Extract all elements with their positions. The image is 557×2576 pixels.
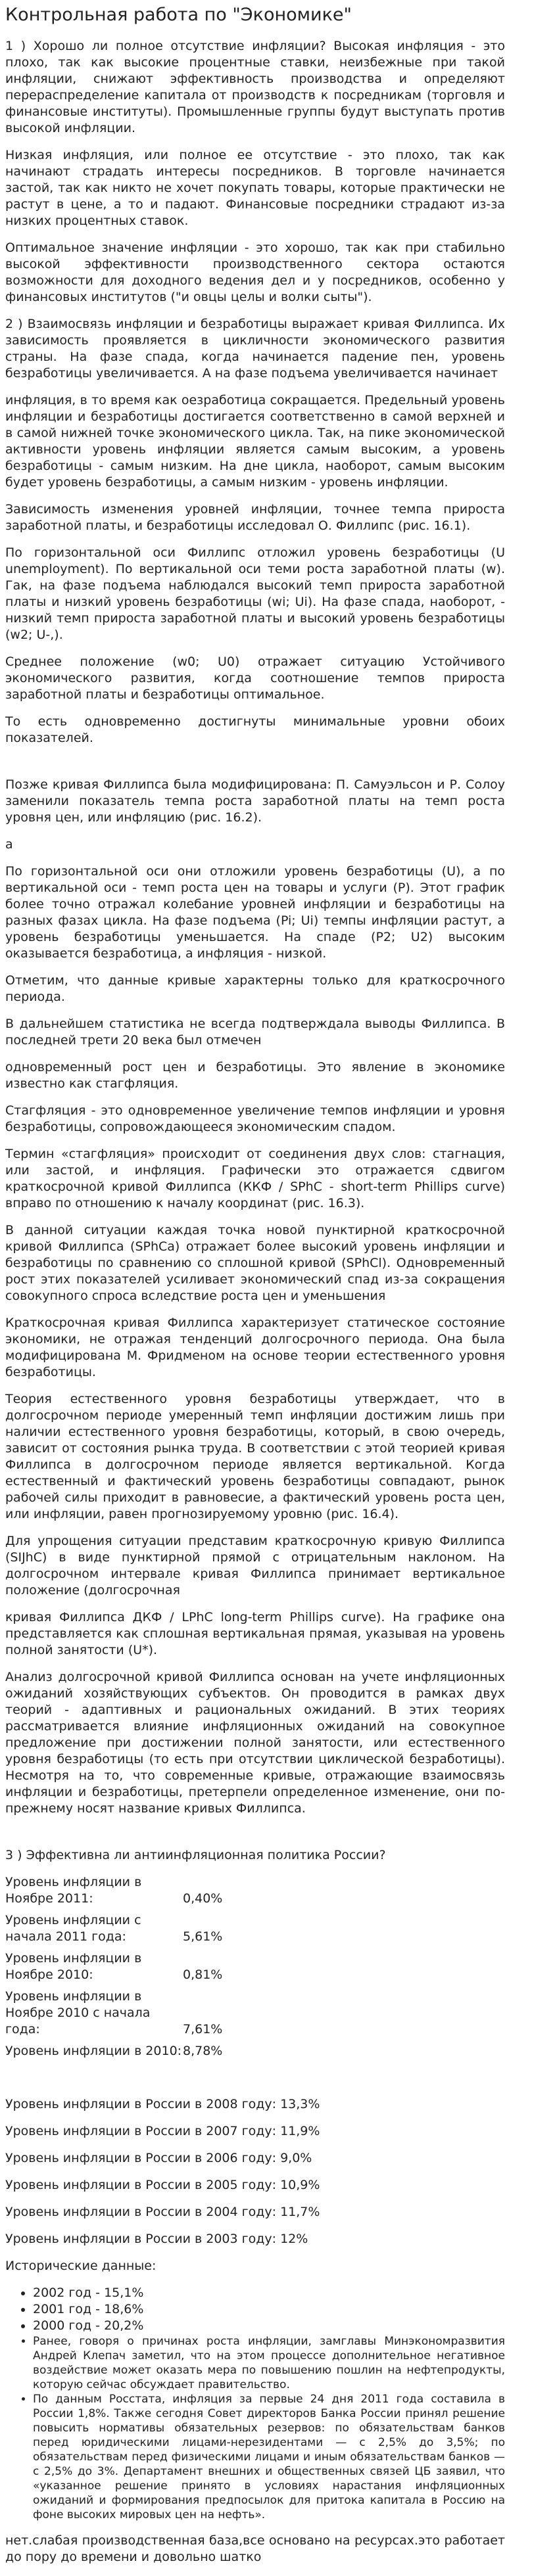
yearly-inflation-line: Уровень инфляции в России в 2004 году: 11,7% xyxy=(5,2205,320,2219)
yearly-inflation-line: Уровень инфляции в России в 2008 году: 13,3% xyxy=(5,2097,320,2111)
q2-paragraph-5: Среднее положение (w0; U0) отражает ситуацию Устойчивого экономического развития, когда соотношение темпов прироста заработной платы и безработицы оптимальное. xyxy=(5,655,505,702)
q2-paragraph-7: Позже кривая Филлипса была модифицирована: П. Самуэльсон и Р. Солоу заменили показатель темпа роста заработной платы на темп роста уровня цен, или инфляцию (рис. 16.2). xyxy=(5,777,505,825)
q1-paragraph-3: Оптимальное значение инфляции - это хорошо, так как при стабильно высокой эффективности производственного сектора остаются возможности для доходного ведения дел и у посредников, особенно у финансовых институтов ("и овцы целы и волки сыты"). xyxy=(5,241,505,304)
rate-label: Уровень инфляции в Ноябре 2010: xyxy=(5,1951,142,1982)
inflation-rate-row xyxy=(5,1874,505,1907)
q2-paragraph-15: В данной ситуации каждая точка новой пунктирной краткосрочной кривой Филлипса (SPhCa) отражает более высокий уровень инфляции и безработицы по сравнению со сплошной кривой (SPhCl). Одновременный рост этих показателей усиливает экономический спад из-за сокращения совокупного спроса вследствие роста цен и уменьшения xyxy=(5,1223,505,1303)
q1-paragraph-1: 1 ) Хорошо ли полное отсутствие инфляции? Высокая инфляция - это плохо, так как высокие процентные ставки, неизбежные при такой инфляции, снижают эффективность производства и определяют перераспределение капитала от производств к посредникам (торговля и финансовые институты). Промышленные группы будут выступать против высокой инфляции. xyxy=(5,39,505,135)
page-title: Контрольная работа по "Экономике" xyxy=(5,5,352,25)
q2-paragraph-10: Отметим, что данные кривые характерны только для краткосрочного периода. xyxy=(5,973,505,1004)
conclusion-text: нет.слабая производственная база,все основано на ресурсах.это работает до пору до времени и довольно шатко xyxy=(5,2533,505,2564)
yearly-inflation-line: Уровень инфляции в России в 2007 году: 11,9% xyxy=(5,2124,320,2138)
q2-paragraph-1: 2 ) Взаимосвязь инфляции и безработицы выражает кривая Филлипса. Их зависимость проявляется в цикличности экономического развития страны. На фазе спада, когда начинается падение пен, уровень безработицы увеличивается. А на фазе подъема увеличивается начинает xyxy=(5,317,505,380)
q2-paragraph-13: Стагфляция - это одновременное увеличение темпов инфляции и уровня безработицы, сопровождающееся экономическим спадом. xyxy=(5,1103,505,1134)
q2-paragraph-4: По горизонтальной оси Филлипс отложил уровень безработицы (U unemployment). По вертикальной оси теми роста заработной платы (w). Гак, на фазе подъема наблюдался высокий темп прироста заработной платы и низкий уровень безработицы (wi; Ui). На фазе спада, наоборот, - низкий темп прироста заработной платы и высокий уровень безработицы (w2; U-,). xyxy=(5,545,505,642)
spacer xyxy=(5,2065,505,2096)
inflation-rate-row xyxy=(5,1989,505,2038)
inflation-rate-row xyxy=(5,1912,505,1945)
q2-paragraph-14: Термин «стагфляция» происходит от соединения двух слов: стагнация, или застой, и инфляция. Графически это отражается сдвигом краткосрочной кривой Филлипса (ККФ / SPhC - short-term Phillips curve) вправо по отношению к началу координат (рис. 16.3). xyxy=(5,1147,505,1210)
document xyxy=(5,4,505,2576)
rate-label: Уровень инфляции в Ноябре 2011: xyxy=(5,1875,142,1906)
spacer xyxy=(5,757,505,777)
q2-paragraph-17: Теория естественного уровня безработицы утверждает, что в долгосрочном периоде умеренный темп инфляции достижим лишь при наличии естественного уровня безработицы, который, в свою очередь, зависит от состояния рынка труда. В соответствии с этой теорией кривая Филлипса в долгосрочном периоде является вертикальной. Когда естественный и фактический уровень безработицы совпадают, рынок рабочей силы приходит в равновесие, а фактический уровень роста цен, или инфляции, равен прогнозируемому уровню (рис. 16.4). xyxy=(5,1392,505,1521)
q3-question: 3 ) Эффективна ли антиинфляционная политика России? xyxy=(5,1848,386,1862)
q2-paragraph-8: а xyxy=(5,837,13,852)
rate-value: 5,61% xyxy=(183,1929,223,1944)
historical-data-list xyxy=(5,2285,505,2522)
list-item: • 2002 год - 15,1% xyxy=(33,2285,505,2301)
list-item: • 2000 год - 20,2% xyxy=(33,2318,505,2334)
yearly-inflation-line: Уровень инфляции в России в 2003 году: 12% xyxy=(5,2232,308,2246)
rate-label: Уровень инфляции с начала 2011 года: xyxy=(5,1913,141,1944)
inflation-rate-row xyxy=(5,1950,505,1983)
rate-value: 7,61% xyxy=(183,2022,223,2036)
q2-paragraph-18: Для упрощения ситуации представим краткосрочную кривую Филлипса (SIJhC) в виде пунктирной прямой с отрицательным наклоном. На долгосрочном интервале кривая Филлипса принимает вертикальное положение (долгосрочная xyxy=(5,1534,505,1598)
q2-paragraph-16: Краткосрочная кривая Филлипса характеризует статическое состояние экономики, не отражая тенденций долгосрочного периода. Она была модифицирована М. Фридменом на основе теории естественного уровня безработицы. xyxy=(5,1316,505,1379)
q2-paragraph-2: инфляция, в то время как оезработица сокращается. Предельный уровень инфляции и безработицы достигается соответственно в самой верхней и в самой нижней точке экономического цикла. Так, на пике экономической активности уровень инфляции является самым высоким, а уровень безработицы - самым низким. На дне цикла, наоборот, самым высоким будет уровень безработицы, а самым низким - уровень инфляции. xyxy=(5,393,505,490)
historical-data-heading: Исторические данные: xyxy=(5,2259,157,2273)
q1-paragraph-2: Низкая инфляция, или полное ее отсутствие - это плохо, так как начинают страдать интересы посредников. В торговле начинается застой, так как никто не хочет покупать товары, которые практически не растут в цене, а то и падают. Финансовые посредники страдают из-за низких процентных ставок. xyxy=(5,148,505,228)
q2-paragraph-11: В дальнейшем статистика не всегда подтверждала выводы Филлипса. В последней трети 20 века был отмечен xyxy=(5,1017,505,1047)
q2-paragraph-19: кривая Филлипса ДКФ / LPhC long-term Phillips curve). На графике она представляется как сплошная вертикальная прямая, указывая на уровень полной занятости (U*). xyxy=(5,1610,505,1657)
yearly-inflation-line: Уровень инфляции в России в 2006 году: 9,0% xyxy=(5,2151,312,2165)
rate-label: Уровень инфляции в Ноябре 2010 с начала года: xyxy=(5,1989,151,2036)
q2-paragraph-12: одновременный рост цен и безработицы. Это явление в экономике известно как стагфляция. xyxy=(5,1060,505,1091)
q2-paragraph-6: То есть одновременно достигнуты минимальные уровни обоих показателей. xyxy=(5,714,505,745)
inflation-rate-row xyxy=(5,2043,505,2059)
list-item: • 2001 год - 18,6% xyxy=(33,2301,505,2318)
list-item: • Ранее, говоря о причинах роста инфляции, замглавы Минэкономразвития Андрей Клепач заметил, что на этом процессе дополнительное негативное воздействие может оказать мера по повышению пошлин на нефтепродукты, которую сейчас обсуждает правительство. xyxy=(33,2334,505,2392)
q2-paragraph-3: Зависимость изменения уровней инфляции, точнее темпа прироста заработной платы, и безработицы исследовал О. Филлипс (рис. 16.1). xyxy=(5,502,505,533)
yearly-inflation-line: Уровень инфляции в России в 2005 году: 10,9% xyxy=(5,2178,320,2192)
list-item: • По данным Росстата, инфляция за первые 24 дня 2011 года составила в России 1,8%. Также сегодня Совет директоров Банка России принял решение повысить нормативы обязательных резервов: по обязательствам банков перед юридическими лицами-нерезидентами — с 2,5% до 3,5%; по обязательствам перед физическими лицами и иным обязательствам банков — с 2,5% до 3%. Департамент внешних и общественных связей ЦБ заявил, что «указанное решение принято в условиях нарастания инфляционных ожиданий и формирования предпосылок для притока капитала в Россию на фоне высоких мировых цен на нефть». xyxy=(33,2392,505,2522)
rate-value: 8,78% xyxy=(183,2044,223,2058)
rate-value: 0,40% xyxy=(183,1891,223,1906)
rate-label: Уровень инфляции в 2010: xyxy=(5,2044,182,2058)
q2-paragraph-20: Анализ долгосрочной кривой Филлипса основан на учете инфляционных ожиданий хозяйствующих субъектов. Он проводится в рамках двух теорий - адаптивных и рациональных ожиданий. В этих теориях рассматривается влияние инфляционных ожиданий на совокупное предложение при достижении полной занятости, или естественного уровня безработицы (то есть при отсутствии циклической безработицы). Несмотря на то, что современные кривые, отражающие взаимосвязь инфляции и безработицы, претерпели определенное изменение, они по-прежнему носят название кривых Филлипса. xyxy=(5,1670,505,1816)
q2-paragraph-9: По горизонтальной оси они отложили уровень безработицы (U), а по вертикальной оси - темп роста цен на товары и услуги (Р). Этот график более точно отражал колебание уровней инфляции и безработицы на разных фазах цикла. На фазе подъема (Pi; Ui) темпы инфляции растут, а уровень безработицы уменьшается. На спаде (P2; U2) высоким оказывается безработица, а инфляция - низкой. xyxy=(5,864,505,961)
rate-value: 0,81% xyxy=(183,1967,223,1982)
spacer xyxy=(5,1828,505,1847)
